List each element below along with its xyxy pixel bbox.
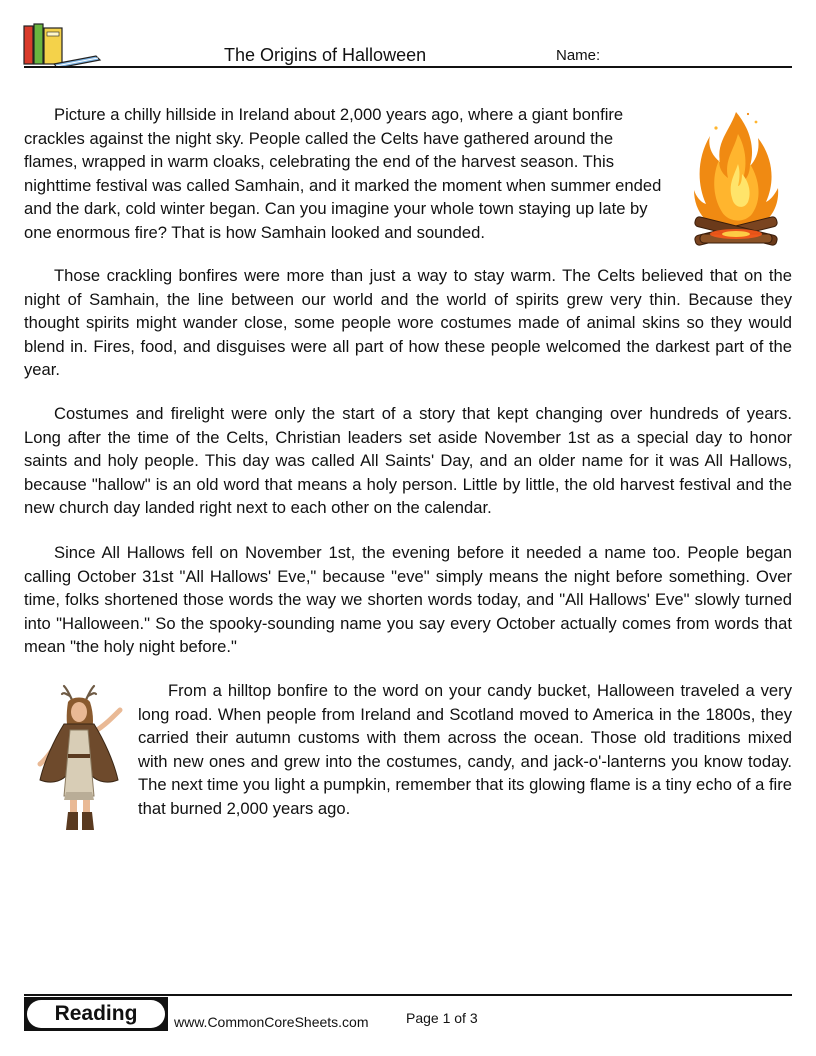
paragraph-5: From a hilltop bonfire to the word on your candy bucket, Halloween traveled a very long road. When people from Ireland and Scotland moved to America in the 1800s, they carried their autumn customs with them across the ocean. Those old traditions mixed with new ones and grew into the costumes, candy, and jack-o'-lanterns you know today. The next time you light a pumpkin, remember that its glowing flame is a tiny echo of a fire that burned 2,000 years ago. bbox=[138, 681, 792, 818]
reading-badge-label: Reading bbox=[27, 1000, 165, 1028]
page-title: The Origins of Halloween bbox=[224, 45, 427, 65]
footer-divider bbox=[24, 994, 792, 996]
celtic-costume-figure bbox=[28, 684, 130, 834]
paragraph-1: Picture a chilly hillside in Ireland about 2,000 years ago, where a giant bonfire crackles against the night sky. People called the Celts have gathered around the flames, wrapped in warm cloaks, celebrating the end of the harvest season. This nighttime festival was called Samhain, and it marked the moment when summer ended and the dark, cold winter began. Can you imagine your whole town staying up late by one enormous fire? That is how Samhain looked and sounded. bbox=[24, 105, 662, 242]
paragraph-3: Costumes and firelight were only the start of a story that kept changing over hundreds of years. Long after the time of the Celts, Christian leaders set aside November 1st as a special day to honor saints and holy people. This day was called All Saints' Day, and an older name for it was All Hallows, because "hallow" is an old word that means a holy person. Little by little, the old harvest festival and the new church day landed right next to each other on the calendar. bbox=[24, 404, 792, 517]
name-label: Name: bbox=[556, 47, 601, 64]
paragraph-2: Those crackling bonfires were more than just a way to stay warm. The Celts believed that on the night of Samhain, the line between our world and the world of spirits grew very thin. Because they thought spirits might wander close, some people wore costumes made of animal skins so they would blend in. Fires, food, and disguises were all part of how these people welcomed the darkest part of the year. bbox=[24, 266, 792, 379]
bonfire-illustration bbox=[686, 108, 786, 258]
books-logo-icon bbox=[22, 22, 102, 68]
footer-website: www.CommonCoreSheets.com bbox=[174, 1014, 369, 1030]
header-divider bbox=[24, 66, 792, 68]
paragraph-4: Since All Hallows fell on November 1st, the evening before it needed a name too. People began calling October 31st "All Hallows' Eve," because "eve" simply means the night before something. Over time, folks shortened those words the way we shorten words today, and "All Hallows' Eve" slowly turned into "Halloween." So the spooky-sounding name you say every October actually comes from words that mean "the holy night before." bbox=[24, 543, 792, 656]
page-number: Page 1 of 3 bbox=[406, 1010, 478, 1026]
reading-badge bbox=[24, 997, 168, 1031]
